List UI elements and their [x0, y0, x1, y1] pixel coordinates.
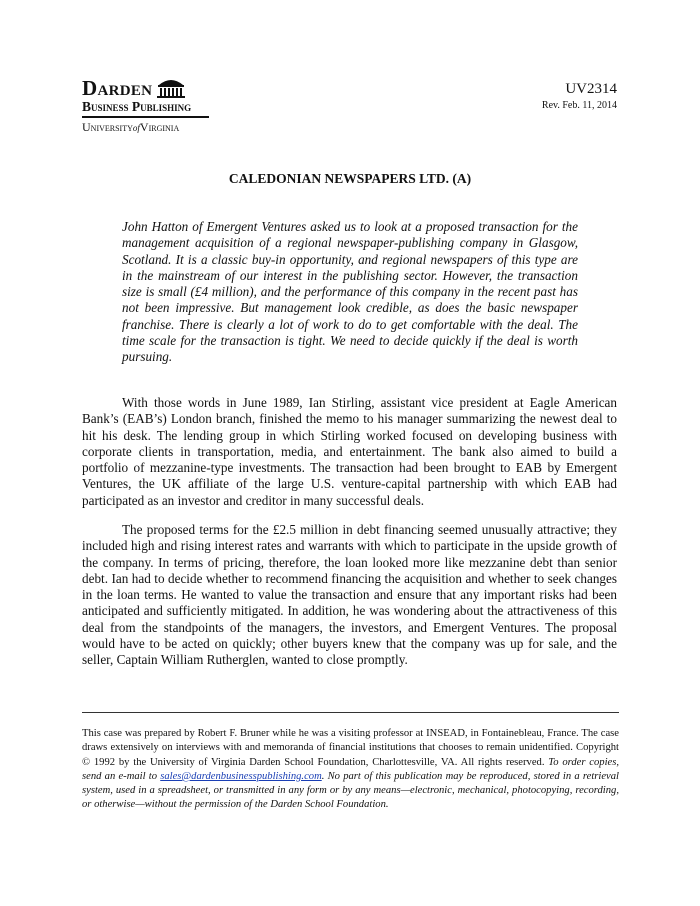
logo-of-word: of — [132, 123, 140, 133]
logo-darden-word: Darden — [82, 76, 153, 100]
footer-divider — [82, 712, 619, 713]
sales-email-link[interactable]: sales@dardenbusinesspublishing.com — [160, 770, 322, 782]
document-title: CALEDONIAN NEWSPAPERS LTD. (A) — [228, 171, 472, 186]
logo-darden-text — [82, 78, 152, 98]
logo-university-word: University — [82, 120, 133, 134]
abstract-quote: John Hatton of Emergent Ventures asked us to look at a proposed transaction for the management acquisition of a regional newspaper-publishing company in Glasgow, Scotland. It is a classic buy-in opportunity, and regional newspapers of this type are in the mainstream of our interest in the publishing sector. However, the transaction size is small (£4 million), and the performance of this company in the recent past has not been impressive. But management look credible, as does the basic newspaper franchise. There is clearly a lot of work to do to get comfortable with the deal. The time scale for the transaction is tight. We need to decide quickly if the deal is worth pursuing. — [122, 219, 578, 365]
body-paragraph-1: With those words in June 1989, Ian Stirling, assistant vice president at Eagle American Bank’s (EAB’s) London branch, finished the memo to his manager summarizing the newest deal to hit his desk. The lending group in which Stirling worked focused on developing business with corporate clients in transportation, media, and entertainment. The bank also aimed to build a portfolio of mezzanine-type investments. The transaction had been brought to EAB by Emergent Ventures, the UK affiliate of the large U.S. venture-capital partnership with which EAB had participated as an investor and creditor in many successful deals. — [82, 395, 617, 508]
footer-rights-text: . No part of this publication may be reproduced, stored in a retrieval system, used in a spreadsheet, or transmitted in any form or by any means—electronic, mechanical, photocopying, recording, or otherwise—without the permission of the Darden School Foundation. — [82, 770, 619, 811]
logo-top-row — [82, 76, 222, 98]
logo-divider — [82, 116, 209, 118]
darden-logo — [82, 76, 222, 135]
case-number-block — [542, 81, 617, 112]
revision-date: Rev. Feb. 11, 2014 — [541, 100, 617, 111]
body-paragraph-2: The proposed terms for the £2.5 million in debt financing seemed unusually attractive; they included high and rising interest rates and warrants with which to participate in the upside growth of the company. In terms of pricing, therefore, the loan looked more like mezzanine debt than senior debt. Ian had to decide whether to recommend financing the acquisition and whether to seek changes in the loan terms. He wanted to value the transaction and ensure that any important risks had been anticipated and sufficiently mitigated. In addition, he was wondering about the attractiveness of this deal from the standpoints of the managers, the investors, and Emergent Ventures. The proposal would have to be acted on quickly; other buyers knew that the company was up for sale, and the seller, Captain William Rutherglen, wanted to close promptly. — [82, 522, 617, 668]
footer-order-text: To order copies, send an e-mail to — [82, 756, 619, 782]
logo-university-of-virginia — [82, 121, 222, 135]
logo-virginia-word: Virginia — [139, 120, 180, 134]
rotunda-icon — [156, 76, 186, 98]
logo-business-publishing: Business Publishing — [82, 99, 192, 114]
footer-plain-text: This case was prepared by Robert F. Bruner while he was a visiting professor at INSEAD, in Fontainebleau, France. The case draws extensively on interviews with and memoranda of financial institutions that chooses to remain unidentified. Copyright © 1992 by the University of Virginia Darden School Foundation, Charlottesville, VA. All rights reserved. — [82, 728, 619, 768]
footer-note — [82, 727, 619, 813]
case-number: UV2314 — [565, 81, 617, 97]
